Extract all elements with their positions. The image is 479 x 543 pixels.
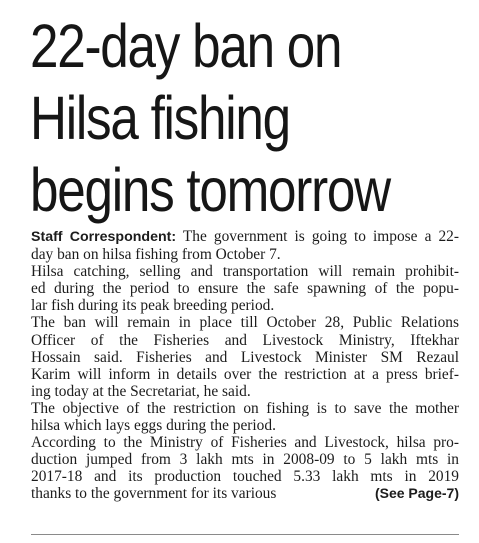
body-line: day ban on hilsa fishing from October 7. <box>31 246 281 264</box>
body-text: The government is going to impose a 22- <box>176 228 459 245</box>
body-line: Hossain said. Fisheries and Livestock Minister SM Rezaul <box>31 348 459 366</box>
body-line: Karim will inform in details over the restriction at a press brief- <box>31 365 459 383</box>
body-line: The ban will remain in place till October 28, Public Relations <box>31 314 459 332</box>
body-line: Hilsa catching, selling and transportation will remain prohibit- <box>31 263 459 281</box>
body-line: duction jumped from 3 lakh mts in 2008-09 to 5 lakh mts in <box>31 451 459 469</box>
continued-on-page-link: (See Page-7) <box>374 485 459 502</box>
article-body <box>31 228 459 503</box>
body-text: thanks to the government for its various <box>31 485 277 503</box>
body-line: ed during the period to ensure the safe spawning of the popu- <box>31 280 459 298</box>
byline: Staff Correspondent: <box>31 229 177 245</box>
body-line: ing today at the Secretariat, he said. <box>31 382 251 400</box>
body-line: 2017-18 and its production touched 5.33 lakh mts in 2019 <box>31 468 459 486</box>
body-line: Officer of the Fisheries and Livestock Ministry, Iftekhar <box>31 331 459 349</box>
bottom-divider <box>31 534 459 535</box>
headline-line: Hilsa fishing <box>30 84 290 152</box>
headline-line: begins tomorrow <box>30 156 390 224</box>
headline-line: 22-day ban on <box>30 12 342 80</box>
body-line: lar fish during its peak breeding period. <box>31 297 275 315</box>
body-line <box>31 228 459 246</box>
body-line: The objective of the restriction on fishing is to save the mother <box>31 399 459 417</box>
body-line: hilsa which lays eggs during the period. <box>31 417 276 435</box>
body-line: According to the Ministry of Fisheries and Livestock, hilsa pro- <box>31 434 459 452</box>
headline <box>30 10 400 226</box>
body-line <box>31 485 459 502</box>
